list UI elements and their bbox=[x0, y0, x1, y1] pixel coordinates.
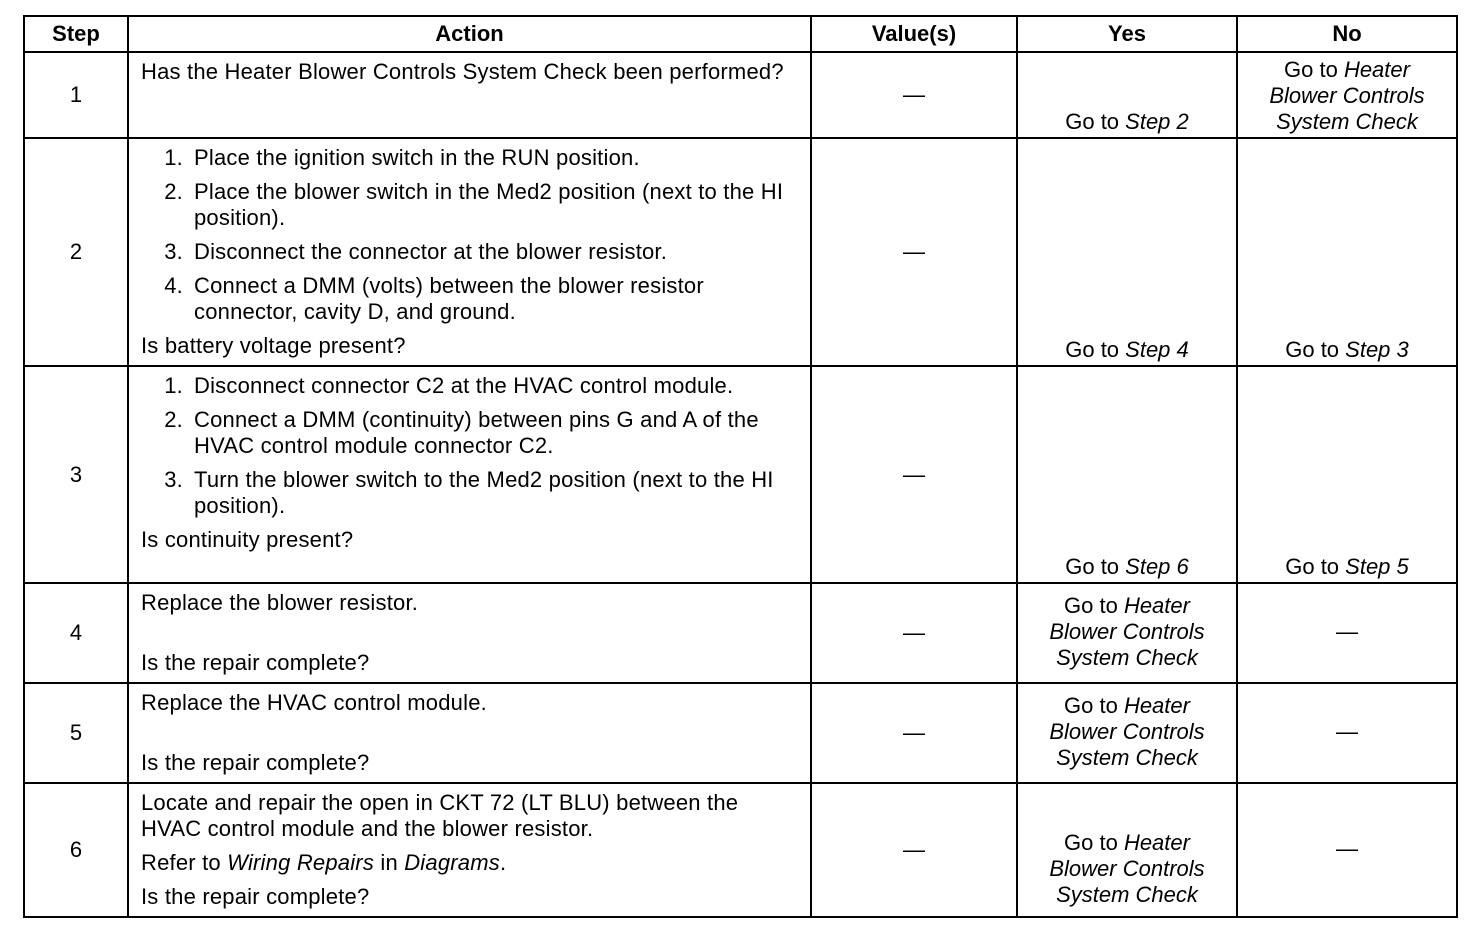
substep bbox=[141, 407, 798, 459]
yes-ref-line-3: System Check bbox=[1056, 745, 1198, 770]
substep-number: 3. bbox=[164, 239, 183, 264]
substep-text: Place the ignition switch in the RUN position. bbox=[194, 145, 640, 170]
yes-prefix: Go to bbox=[1064, 830, 1124, 855]
yes-ref-line-2: Blower Controls bbox=[1049, 719, 1205, 744]
yes-prefix: Go to bbox=[1065, 109, 1126, 134]
value-cell: — bbox=[811, 138, 1017, 366]
refer-prefix: Refer to bbox=[141, 850, 228, 875]
yes-prefix: Go to bbox=[1064, 593, 1124, 618]
yes-link[interactable]: Step 2 bbox=[1125, 109, 1189, 134]
no-ref-line-1: Heater bbox=[1343, 57, 1410, 82]
header-no: No bbox=[1237, 16, 1457, 52]
substep bbox=[141, 179, 798, 231]
yes-cell bbox=[1017, 138, 1237, 366]
substep-text: Connect a DMM (volts) between the blower resistor connector, cavity D, and ground. bbox=[194, 273, 704, 324]
action-text: Locate and repair the open in CKT 72 (LT BLU) between the HVAC control module and the blower resistor. bbox=[141, 790, 739, 841]
refer-suffix: . bbox=[499, 850, 507, 875]
yes-ref-line-2: Blower Controls bbox=[1049, 856, 1205, 881]
header-step: Step bbox=[24, 16, 128, 52]
substep-number: 2. bbox=[164, 179, 183, 204]
yes-link[interactable]: Step 4 bbox=[1125, 337, 1189, 362]
yes-prefix: Go to bbox=[1064, 693, 1124, 718]
header-values: Value(s) bbox=[811, 16, 1017, 52]
diagrams-link[interactable]: Diagrams bbox=[404, 850, 500, 875]
yes-link[interactable]: Step 6 bbox=[1125, 554, 1189, 579]
yes-cell bbox=[1017, 366, 1237, 583]
yes-cell bbox=[1017, 52, 1237, 138]
substep-text: Disconnect connector C2 at the HVAC control module. bbox=[194, 373, 734, 398]
table-row bbox=[24, 366, 1457, 583]
action-cell bbox=[128, 583, 811, 683]
yes-ref-line-3: System Check bbox=[1056, 645, 1198, 670]
no-cell bbox=[1237, 138, 1457, 366]
no-link[interactable] bbox=[1238, 57, 1456, 83]
step-number: 1 bbox=[24, 52, 128, 138]
action-cell bbox=[128, 366, 811, 583]
header-row bbox=[24, 16, 1457, 52]
substep bbox=[141, 373, 798, 399]
substep bbox=[141, 239, 798, 265]
yes-link[interactable] bbox=[1018, 693, 1236, 719]
no-link[interactable]: Step 3 bbox=[1345, 337, 1409, 362]
yes-prefix: Go to bbox=[1065, 337, 1126, 362]
yes-cell bbox=[1017, 583, 1237, 683]
table-row bbox=[24, 683, 1457, 783]
substep-list bbox=[141, 145, 798, 325]
substep bbox=[141, 145, 798, 171]
yes-cell bbox=[1017, 683, 1237, 783]
no-cell: — bbox=[1237, 783, 1457, 917]
no-ref-line-3: System Check bbox=[1276, 109, 1418, 134]
substep-text: Connect a DMM (continuity) between pins G and A of the HVAC control module connector C2. bbox=[194, 407, 759, 458]
refer-mid: in bbox=[374, 850, 405, 875]
no-prefix: Go to bbox=[1285, 337, 1346, 362]
yes-ref-line-1: Heater bbox=[1123, 693, 1190, 718]
value-cell: — bbox=[811, 52, 1017, 138]
no-cell: — bbox=[1237, 583, 1457, 683]
substep-text: Place the blower switch in the Med2 position (next to the HI position). bbox=[194, 179, 784, 230]
value-cell: — bbox=[811, 783, 1017, 917]
step-number: 4 bbox=[24, 583, 128, 683]
no-link[interactable]: Step 5 bbox=[1345, 554, 1409, 579]
substep-number: 4. bbox=[164, 273, 183, 298]
substep-text: Disconnect the connector at the blower resistor. bbox=[194, 239, 668, 264]
step-number: 6 bbox=[24, 783, 128, 917]
substep-number: 2. bbox=[164, 407, 183, 432]
substep-number: 3. bbox=[164, 467, 183, 492]
value-cell: — bbox=[811, 583, 1017, 683]
action-cell bbox=[128, 138, 811, 366]
question-text: Is the repair complete? bbox=[141, 884, 370, 909]
substep-list bbox=[141, 373, 798, 519]
value-cell: — bbox=[811, 683, 1017, 783]
step-number: 3 bbox=[24, 366, 128, 583]
table-row bbox=[24, 783, 1457, 917]
substep bbox=[141, 467, 798, 519]
action-cell bbox=[128, 683, 811, 783]
substep-text: Turn the blower switch to the Med2 position (next to the HI position). bbox=[194, 467, 774, 518]
header-yes: Yes bbox=[1017, 16, 1237, 52]
step-number: 2 bbox=[24, 138, 128, 366]
table-row bbox=[24, 583, 1457, 683]
yes-prefix: Go to bbox=[1065, 554, 1126, 579]
question-text: Is the repair complete? bbox=[141, 650, 370, 675]
substep-number: 1. bbox=[164, 145, 183, 170]
no-ref-line-2: Blower Controls bbox=[1269, 83, 1425, 108]
yes-ref-line-1: Heater bbox=[1123, 830, 1190, 855]
action-text: Replace the HVAC control module. bbox=[141, 690, 487, 715]
table-row bbox=[24, 138, 1457, 366]
action-cell bbox=[128, 783, 811, 917]
value-cell: — bbox=[811, 366, 1017, 583]
action-text: Has the Heater Blower Controls System Check been performed? bbox=[141, 59, 784, 84]
no-cell bbox=[1237, 52, 1457, 138]
yes-cell bbox=[1017, 783, 1237, 917]
no-cell bbox=[1237, 366, 1457, 583]
no-prefix: Go to bbox=[1284, 57, 1344, 82]
yes-link[interactable] bbox=[1018, 593, 1236, 619]
diagnostic-table bbox=[23, 15, 1458, 918]
refer-text bbox=[141, 850, 798, 876]
question-text: Is the repair complete? bbox=[141, 750, 370, 775]
step-number: 5 bbox=[24, 683, 128, 783]
header-action: Action bbox=[128, 16, 811, 52]
substep bbox=[141, 273, 798, 325]
action-cell bbox=[128, 52, 811, 138]
wiring-repairs-link[interactable]: Wiring Repairs bbox=[227, 850, 375, 875]
action-text: Replace the blower resistor. bbox=[141, 590, 419, 615]
yes-ref-line-3: System Check bbox=[1056, 882, 1198, 907]
substep-number: 1. bbox=[164, 373, 183, 398]
yes-ref-line-2: Blower Controls bbox=[1049, 619, 1205, 644]
yes-link[interactable] bbox=[1018, 830, 1236, 856]
table-row bbox=[24, 52, 1457, 138]
question-text: Is continuity present? bbox=[141, 527, 354, 552]
no-prefix: Go to bbox=[1285, 554, 1346, 579]
no-cell: — bbox=[1237, 683, 1457, 783]
question-text: Is battery voltage present? bbox=[141, 333, 406, 358]
yes-ref-line-1: Heater bbox=[1123, 593, 1190, 618]
